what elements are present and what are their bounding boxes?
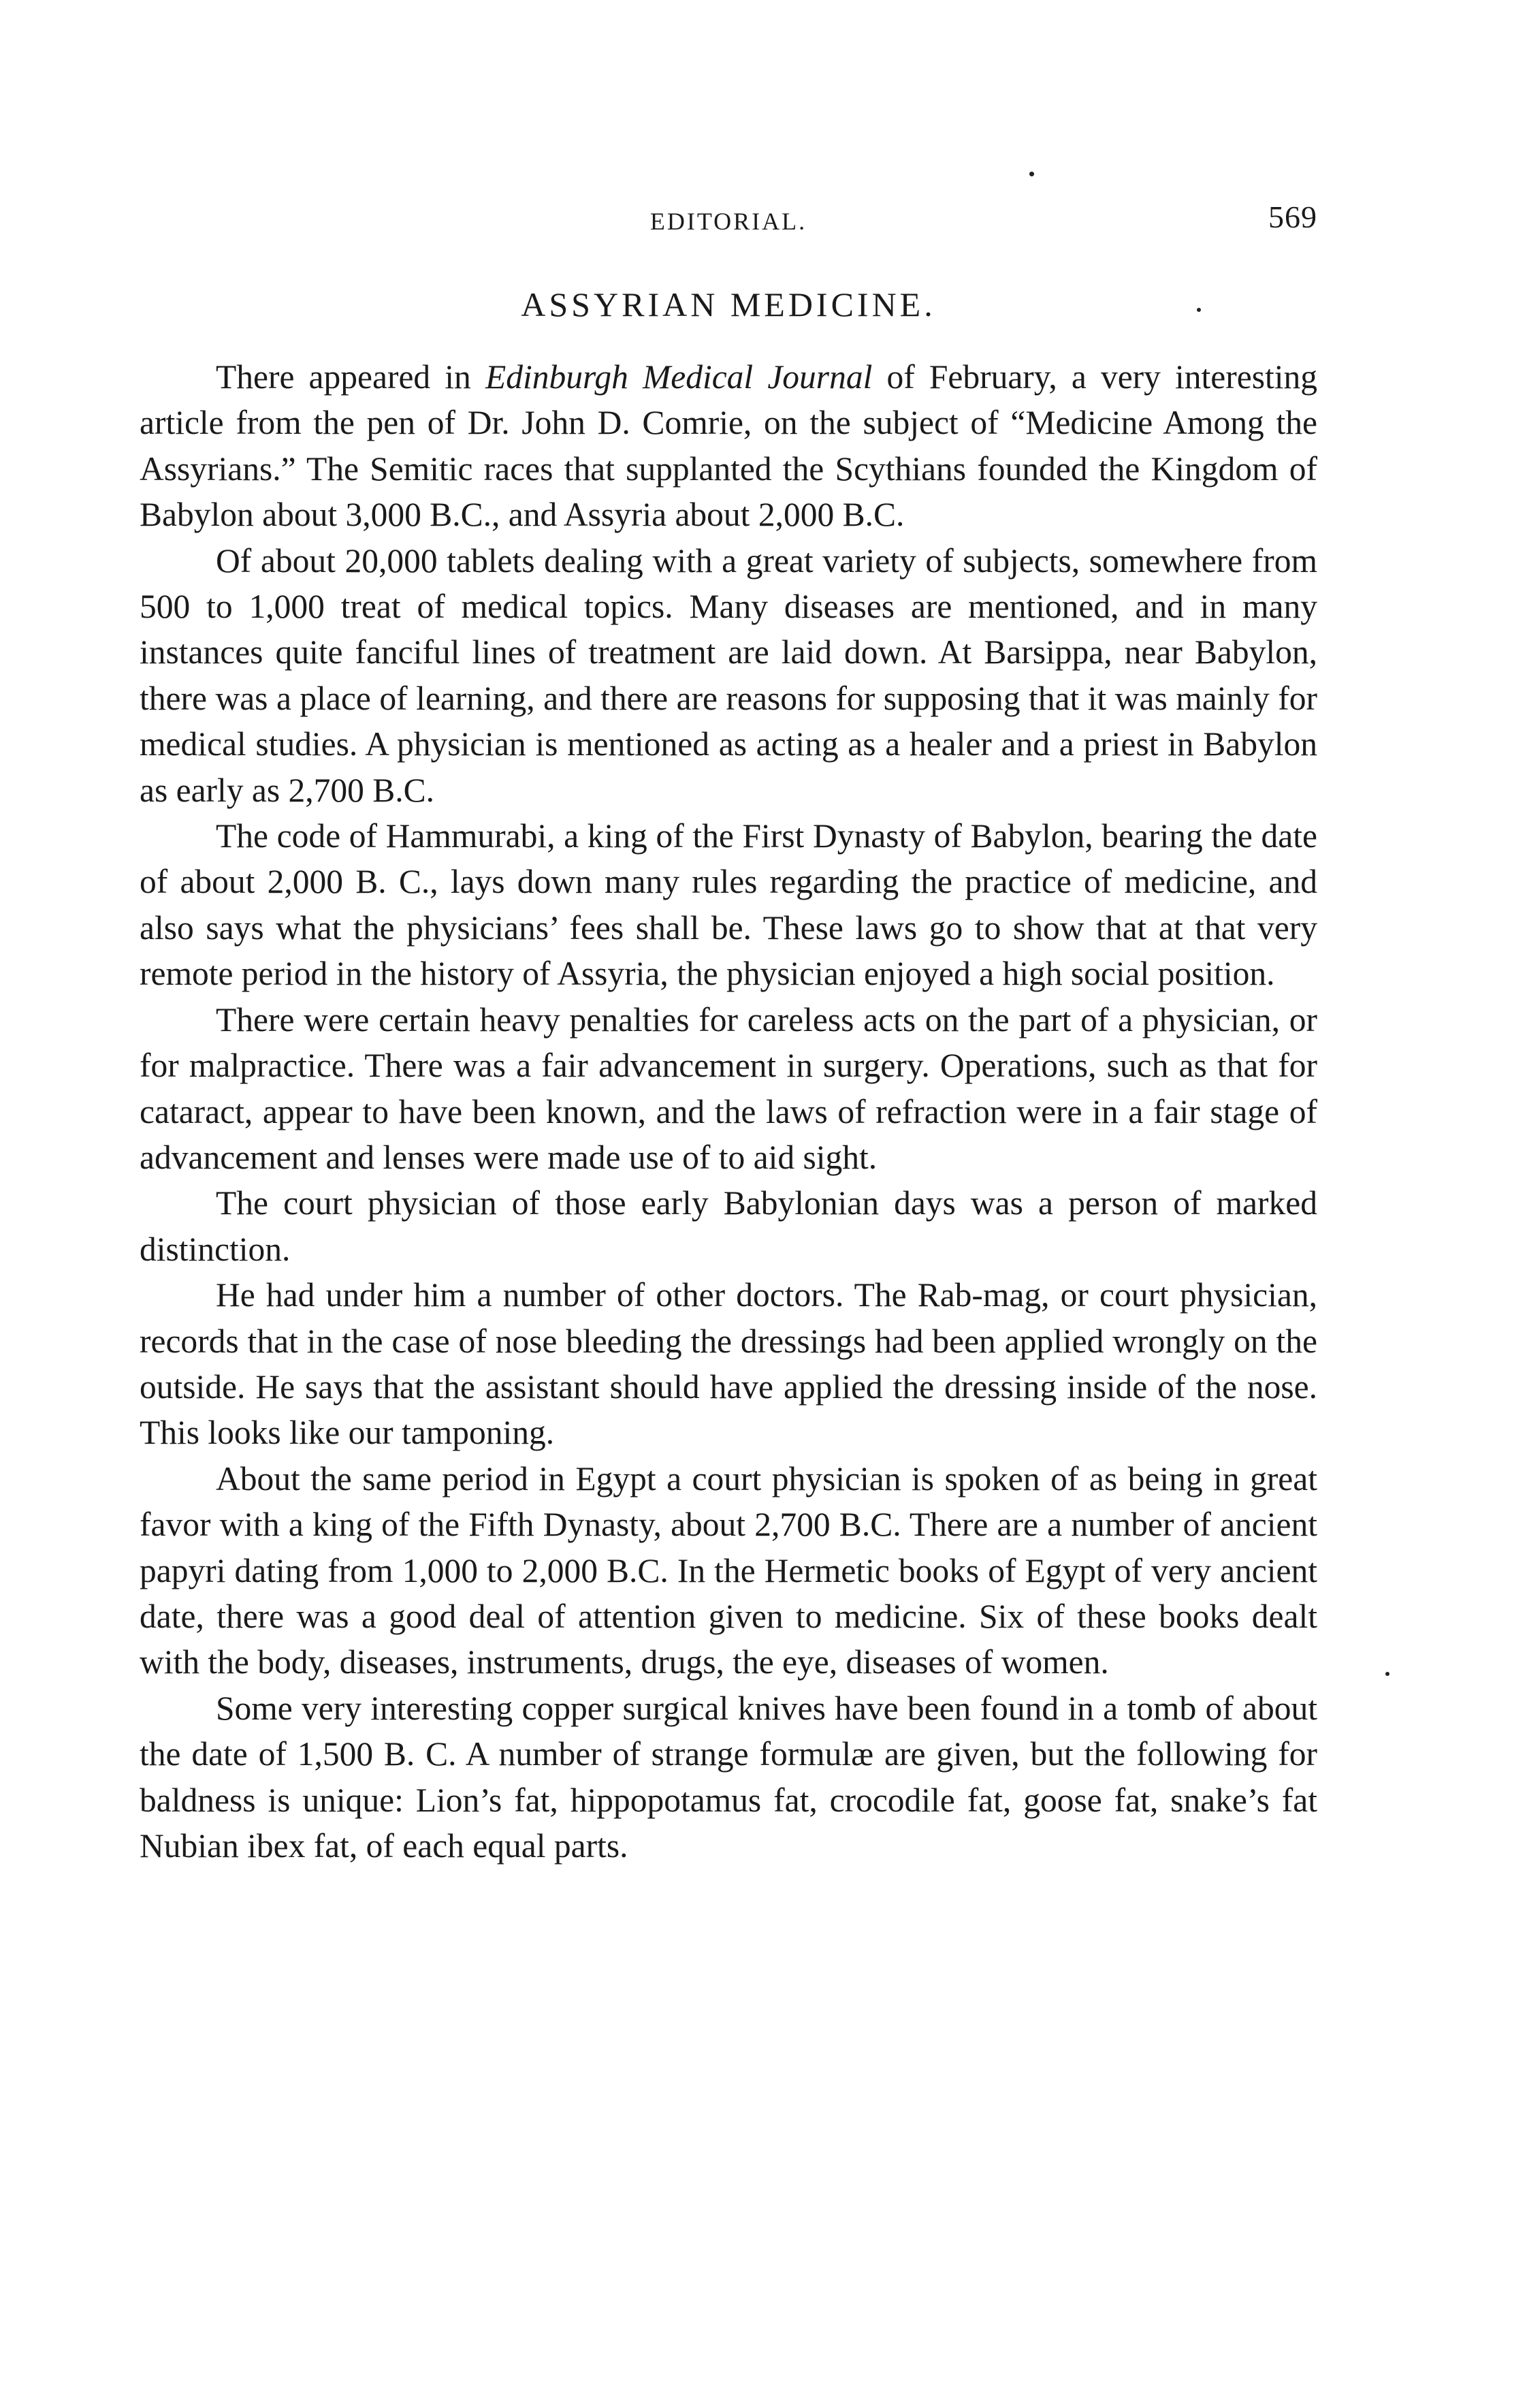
ink-speck [1197, 308, 1201, 312]
paragraph-5: The court physician of those early Babylonian days was a person of marked distinction. [140, 1184, 1317, 1268]
paragraph-1-lead: There appeared in [216, 358, 485, 396]
paragraph-6: He had under him a number of other doctors. The Rab-mag, or court physician, records that in the case of nose bleeding the dressings had been applied wrongly on the outside. He says that the assistant should have applied the dressing inside of the nose. This looks like our tamponing. [140, 1276, 1317, 1452]
journal-title: Edinburgh Medical Journal [485, 358, 873, 396]
ink-speck [1385, 1672, 1389, 1676]
paragraph-1-rest: of February, a very interesting article from the pen of Dr. John D. Comrie, on the subject of “Medicine Among the Assyrians.” The Semitic races that supplanted the Scythians founded the Kingdom of Babylon about 3,000 B.C., and Assyria about 2,000 B.C. [140, 358, 1317, 534]
article-title: ASSYRIAN MEDICINE. [521, 285, 936, 323]
paragraph-3: The code of Hammurabi, a king of the First Dynasty of Babylon, bearing the date of about 2,000 B. C., lays down many rules regarding the practice of medicine, and also says what the physicians’ fees shall be. These laws go to show that at that very remote period in the history of Assyria, the physician enjoyed a high social position. [140, 817, 1317, 993]
running-head [140, 199, 1317, 240]
paragraph-7: About the same period in Egypt a court physician is spoken of as being in great favor with a king of the Fifth Dynasty, about 2,700 B.C. There are a number of ancient papyri dating from 1,000 to 2,000 B.C. In the Hermetic books of Egypt of very ancient date, there was a good deal of attention given to medicine. Six of these books dealt with the body, diseases, instruments, drugs, the eye, diseases of women. [140, 1459, 1317, 1681]
running-title: EDITORIAL. [649, 208, 807, 235]
paragraph-2: Of about 20,000 tablets dealing with a great variety of subjects, somewhere from 500 to 1,000 treat of medical topics. Many diseases are mentioned, and in many instances quite fanciful lines of treatment are laid down. At Barsippa, near Babylon, there was a place of learning, and there are reasons for supposing that it was mainly for medical studies. A physician is mentioned as acting as a healer and a priest in Babylon as early as 2,700 B.C. [140, 541, 1317, 809]
paragraph-4: There were certain heavy penalties for careless acts on the part of a physician, or for malpractice. There was a fair advancement in surgery. Operations, such as that for cataract, appear to have been known, and the laws of refraction were in a fair stage of advancement and lenses were made use of to aid sight. [140, 1000, 1317, 1176]
article-body [140, 354, 1317, 1869]
page-number: 569 [1268, 200, 1317, 234]
paragraph-8: Some very interesting copper surgical knives have been found in a tomb of about the date of 1,500 B. C. A number of strange formulæ are given, but the following for baldness is unique: Lion’s fat, hippopotamus fat, crocodile fat, goose fat, snake’s fat Nubian ibex fat, of each equal parts. [140, 1689, 1317, 1865]
paragraph-1 [140, 354, 1317, 538]
ink-speck [1029, 172, 1034, 176]
